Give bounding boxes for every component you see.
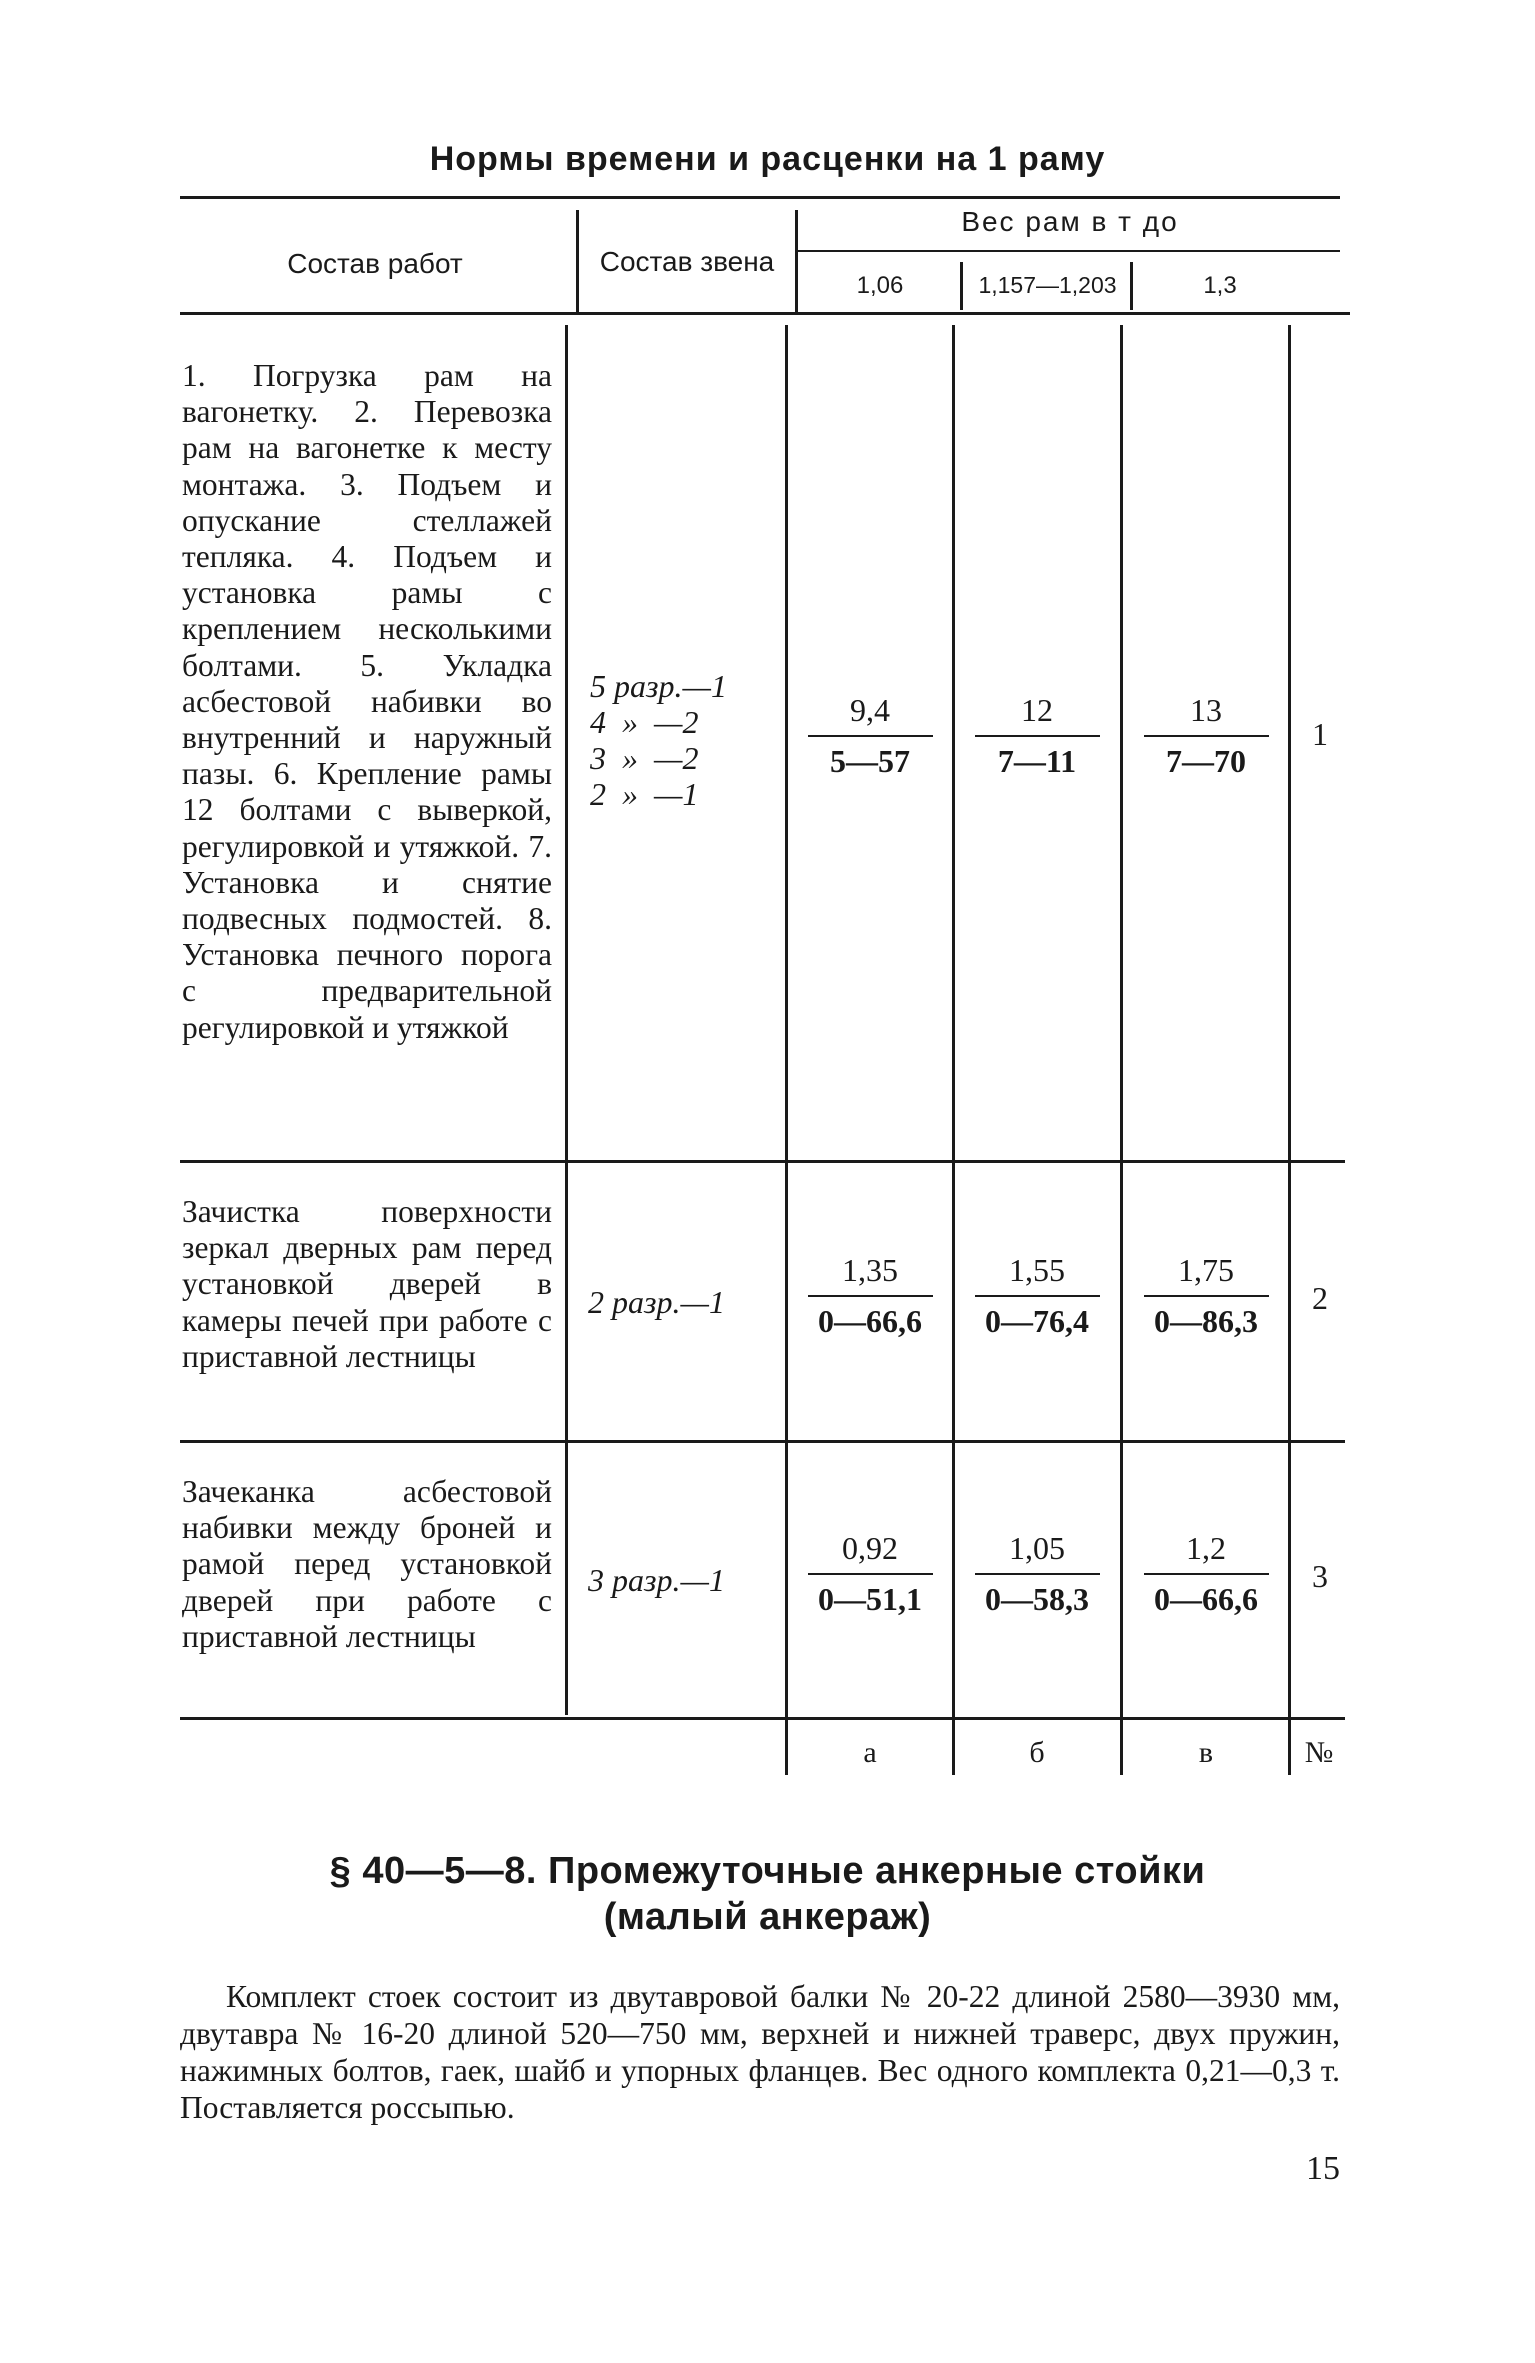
row3-cell-a <box>800 1530 940 1618</box>
body-divider-a <box>785 325 788 1745</box>
row1-crew-line1: 5 разр.—1 <box>590 668 727 704</box>
row2-work: Зачистка поверхности зеркал дверных рам перед установкой дверей в камеры печей при работе с приставной лестницы <box>182 1194 552 1374</box>
header-bottom-rule <box>180 312 1350 315</box>
body-divider-no <box>1288 325 1291 1745</box>
header-subrule <box>795 250 1340 252</box>
row2-number: 2 <box>1312 1280 1328 1316</box>
row3-norm-a: 0,92 <box>842 1530 898 1566</box>
row3-cell-b <box>967 1530 1107 1618</box>
row3-norm-b: 1,05 <box>1009 1530 1065 1566</box>
section-title-line2: (малый анкераж) <box>603 1896 932 1938</box>
row2-rate-b: 0—76,4 <box>985 1303 1089 1339</box>
footer-label-c: в <box>1198 1736 1214 1769</box>
row1-cell-b <box>967 692 1107 780</box>
row2-rate-a: 0—66,6 <box>818 1303 922 1339</box>
row2-crew <box>588 1284 778 1320</box>
row1-work: 1. Погрузка рам на вагонетку. 2. Перевозка рам на вагонетке к месту монтажа. 3. Подъем и опускание стеллажей тепляка. 4. Подъем и установка рамы с креплением несколькими болтами. 5. Укладка асбестовой набивки во внутренний и наружный пазы. 6. Крепление рамы 12 болтами с выверкой, регулировкой и утяжкой. 7. Установка и снятие подвесных подмостей. 8. Установка печного порога с предварительной регулировкой и утяжкой <box>182 358 552 1045</box>
body-divider-b <box>952 325 955 1745</box>
row3-cell-c <box>1136 1530 1276 1618</box>
header-weight-2: 1,157—1,203 <box>978 272 1117 298</box>
section-body: Комплект стоек состоит из двутавровой балки № 20-22 длиной 2580—3930 мм, двутавра № 16-20 длиной 520—750 мм, верхней и нижней траверс, двух пружин, нажимных болтов, гаек, шайб и упорных фланцев. Вес одного комплекта 0,21—0,3 т. Поставляется россыпью. <box>180 1979 1340 2125</box>
row1-crew-line2: 4 » —2 <box>590 704 699 740</box>
row3-rate-a: 0—51,1 <box>818 1581 922 1617</box>
row2-norm-c: 1,75 <box>1178 1252 1234 1288</box>
row1-rate-c: 7—70 <box>1166 743 1246 779</box>
footer-label-b: б <box>1029 1736 1045 1769</box>
footer-tick-a <box>785 1730 788 1775</box>
row3-number: 3 <box>1312 1558 1328 1594</box>
row3-rate-b: 0—58,3 <box>985 1581 1089 1617</box>
row3-norm-c: 1,2 <box>1186 1530 1226 1566</box>
row3-crew <box>588 1562 778 1598</box>
row2-cell-c <box>1136 1252 1276 1340</box>
row1-number: 1 <box>1312 716 1328 752</box>
row1-cell-c <box>1136 692 1276 780</box>
section-title <box>0 1848 1535 1940</box>
row1-rate-b: 7—11 <box>997 743 1077 779</box>
header-weight-3: 1,3 <box>1203 272 1237 299</box>
section-title-line1: § 40—5—8. Промежуточные анкерные стойки <box>329 1850 1206 1892</box>
footer-label-no: № <box>1304 1736 1334 1769</box>
row2-norm-b: 1,55 <box>1009 1252 1065 1288</box>
row3-crew-line1: 3 разр.—1 <box>588 1562 725 1598</box>
header-weight-1: 1,06 <box>856 272 904 299</box>
header-divider-4 <box>1130 262 1133 310</box>
table-bottom-rule <box>180 1717 1345 1720</box>
header-divider-2 <box>795 210 798 314</box>
row1-norm-a: 9,4 <box>850 692 890 728</box>
table-top-rule <box>180 196 1340 199</box>
row2-crew-line1: 2 разр.—1 <box>588 1284 725 1320</box>
row1-crew <box>590 668 780 812</box>
table-title: Нормы времени и расценки на 1 раму <box>429 140 1106 178</box>
row1-norm-c: 13 <box>1190 692 1222 728</box>
row3-work: Зачеканка асбестовой набивки между броней и рамой перед установкой дверей при работе с приставной лестницы <box>182 1474 552 1654</box>
row3-rate-c: 0—66,6 <box>1154 1581 1258 1617</box>
footer-tick-b <box>952 1730 955 1775</box>
row1-crew-line4: 2 » —1 <box>590 776 699 812</box>
page-number: 15 <box>1306 2150 1340 2187</box>
row1-crew-line3: 3 » —2 <box>590 740 699 776</box>
row1-cell-a <box>800 692 940 780</box>
row2-norm-a: 1,35 <box>842 1252 898 1288</box>
row1-rate-a: 5—57 <box>830 743 910 779</box>
row2-bottom-rule <box>180 1440 1345 1443</box>
header-divider-3 <box>960 262 963 310</box>
row2-cell-b <box>967 1252 1107 1340</box>
footer-label-a: а <box>863 1736 877 1769</box>
row2-rate-c: 0—86,3 <box>1154 1303 1258 1339</box>
body-divider-crew <box>565 325 568 1715</box>
row1-norm-b: 12 <box>1021 692 1053 728</box>
footer-tick-no <box>1288 1730 1291 1775</box>
row2-cell-a <box>800 1252 940 1340</box>
row1-bottom-rule <box>180 1160 1345 1163</box>
footer-tick-c <box>1120 1730 1123 1775</box>
header-work: Состав работ <box>287 248 463 279</box>
body-divider-c <box>1120 325 1123 1745</box>
header-divider-1 <box>576 210 579 314</box>
header-crew: Состав звена <box>599 246 775 277</box>
header-weight-group: Вес рам в т до <box>961 206 1179 237</box>
